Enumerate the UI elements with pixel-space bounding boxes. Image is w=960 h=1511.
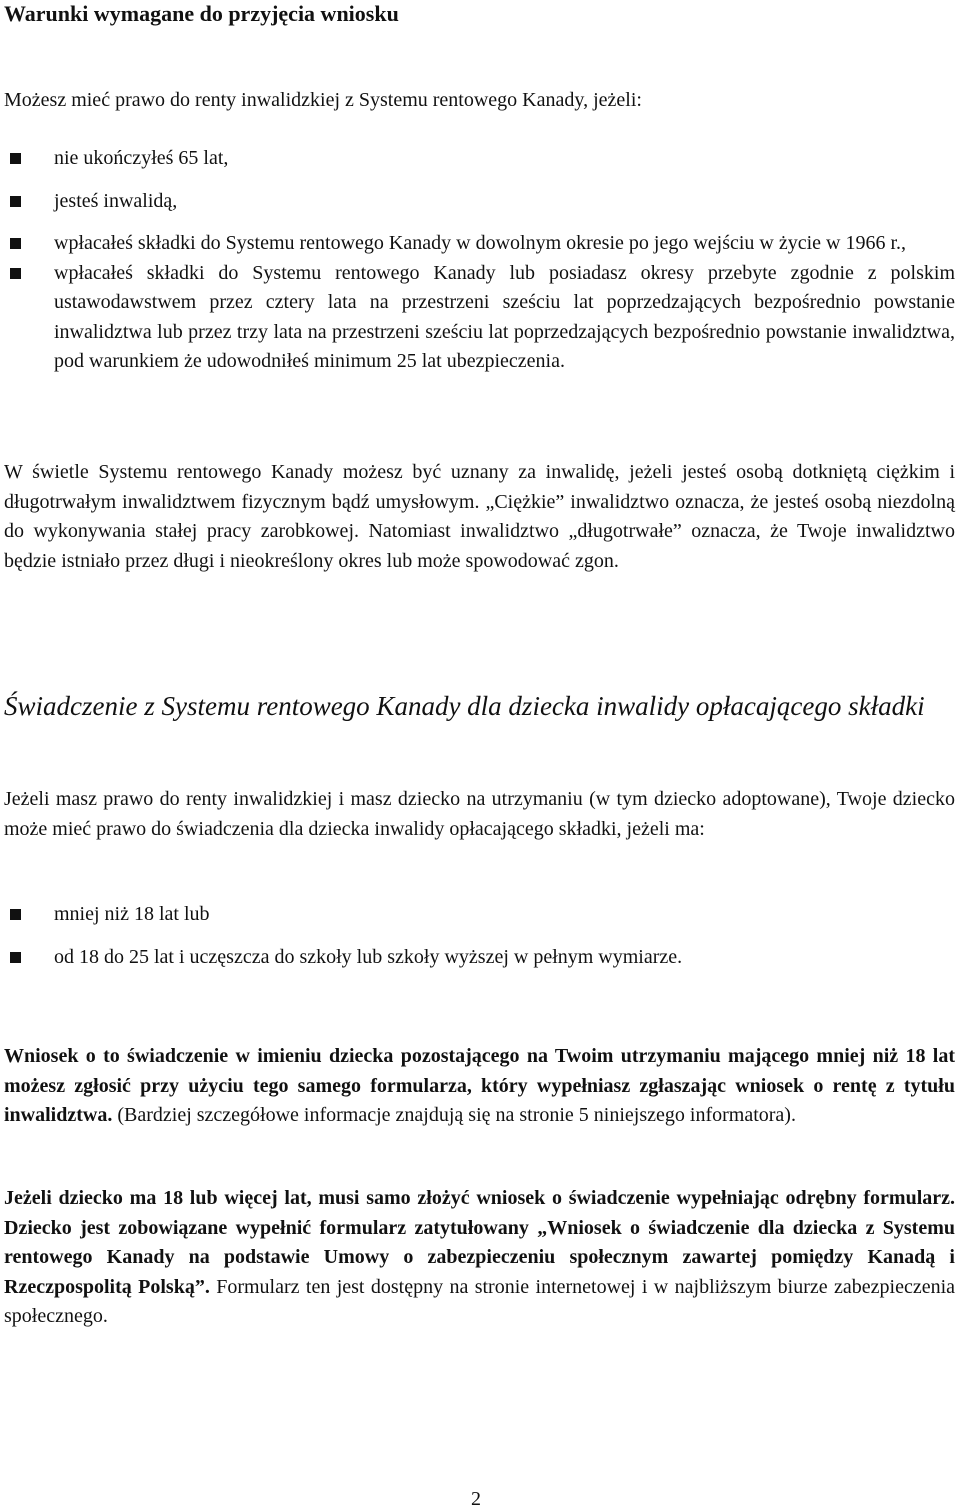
list-item-text: mniej niż 18 lat lub — [54, 903, 210, 925]
list-item-text: od 18 do 25 lat i uczęszcza do szkoły lub szkoły wyższej w pełnym wymiarze. — [54, 945, 683, 968]
square-bullet-icon — [10, 196, 21, 207]
square-bullet-icon — [10, 238, 21, 249]
list-item — [0, 900, 955, 930]
section-title: Warunki wymagane do przyjęcia wniosku — [4, 1, 399, 26]
list-item — [0, 943, 955, 973]
page-number: 2 — [471, 1488, 481, 1510]
adult-child-normal-text: Formularz ten jest dostępny na stronie internetowej i w najbliższym biurze zabezpieczenia społecznego. — [4, 1275, 956, 1327]
list-item — [0, 259, 955, 377]
square-bullet-icon — [10, 952, 21, 963]
list-item-text: nie ukończyłeś 65 lat, — [54, 147, 229, 169]
square-bullet-icon — [10, 153, 21, 164]
square-bullet-icon — [10, 268, 21, 279]
definition-paragraph: W świetle Systemu rentowego Kanady możesz być uznany za inwalidę, jeżeli jesteś osobą dotkniętą ciężkim i długotrwałym inwalidztwem fizycznym bądź umysłowym. „Ciężkie” inwalidztwo oznacza, że jesteś osobą niezdolną do wykonywania stałej pracy zarobkowej. Natomiast inwalidztwo „długotrwałe” oznacza, że Twoje inwalidztwo będzie istniało przez długi i nieokreślony okres lub może spowodować zgon. — [4, 461, 955, 572]
list-item — [0, 144, 955, 174]
adult-child-paragraph — [4, 1184, 955, 1332]
square-bullet-icon — [10, 909, 21, 920]
list-item-text: wpłacałeś składki do Systemu rentowego Kanady w dowolnym okresie po jego wejściu w życie w 1966 r., — [54, 232, 907, 254]
list-item-text: wpłacałeś składki do Systemu rentowego Kanady lub posiadasz okresy przebyte zgodnie z polskim ustawodawstwem przez cztery lata na przestrzeni sześciu lat poprzedzających bezpośrednio powstanie inwalidztwa lub przez trzy lata na przestrzeni sześciu lat poprzedzających bezpośrednio powstanie inwalidztwa, pod warunkiem że udowodniłeś minimum 25 lat ubezpieczenia. — [54, 261, 955, 372]
child-benefit-heading: Świadczenie z Systemu rentowego Kanady dla dziecka inwalidy opłacającego składki — [4, 691, 925, 721]
child-conditions-list — [0, 900, 955, 972]
list-item-text: jesteś inwalidą, — [54, 189, 178, 212]
list-item — [0, 229, 955, 259]
child-benefit-intro: Jeżeli masz prawo do renty inwalidzkiej i masz dziecko na utrzymaniu (w tym dziecko adoptowane), Twoje dziecko może mieć prawo do świadczenia dla dziecka inwalidy opłacającego składki, jeżeli ma: — [4, 788, 955, 840]
adult-child-bold-text: Jeżeli dziecko ma 18 lub więcej lat, musi samo złożyć wniosek o świadczenie wypełniając odrębny formularz. Dziecko jest zobowiązane wypełnić formularz zatytułowany „Wniosek o świadczenie dla dziecka z Systemu rentowego Kanady na podstawie Umowy o zabezpieczeniu społecznym zawartej pomiędzy Kanadą i Rzeczpospolitą Polską”. — [4, 1187, 955, 1298]
list-item — [0, 187, 955, 217]
conditions-list — [0, 144, 955, 377]
application-bold-text: Wniosek o to świadczenie w imieniu dziecka pozostającego na Twoim utrzymaniu mającego mniej niż 18 lat możesz zgłosić przy użyciu tego samego formularza, który wypełniasz zgłaszając wniosek o rentę z tytułu inwalidztwa. — [4, 1045, 955, 1126]
application-normal-text: (Bardziej szczegółowe informacje znajdują się na stronie 5 niniejszego informatora). — [112, 1104, 796, 1126]
application-paragraph — [4, 1042, 955, 1131]
intro-paragraph: Możesz mieć prawo do renty inwalidzkiej z Systemu rentowego Kanady, jeżeli: — [4, 89, 642, 111]
